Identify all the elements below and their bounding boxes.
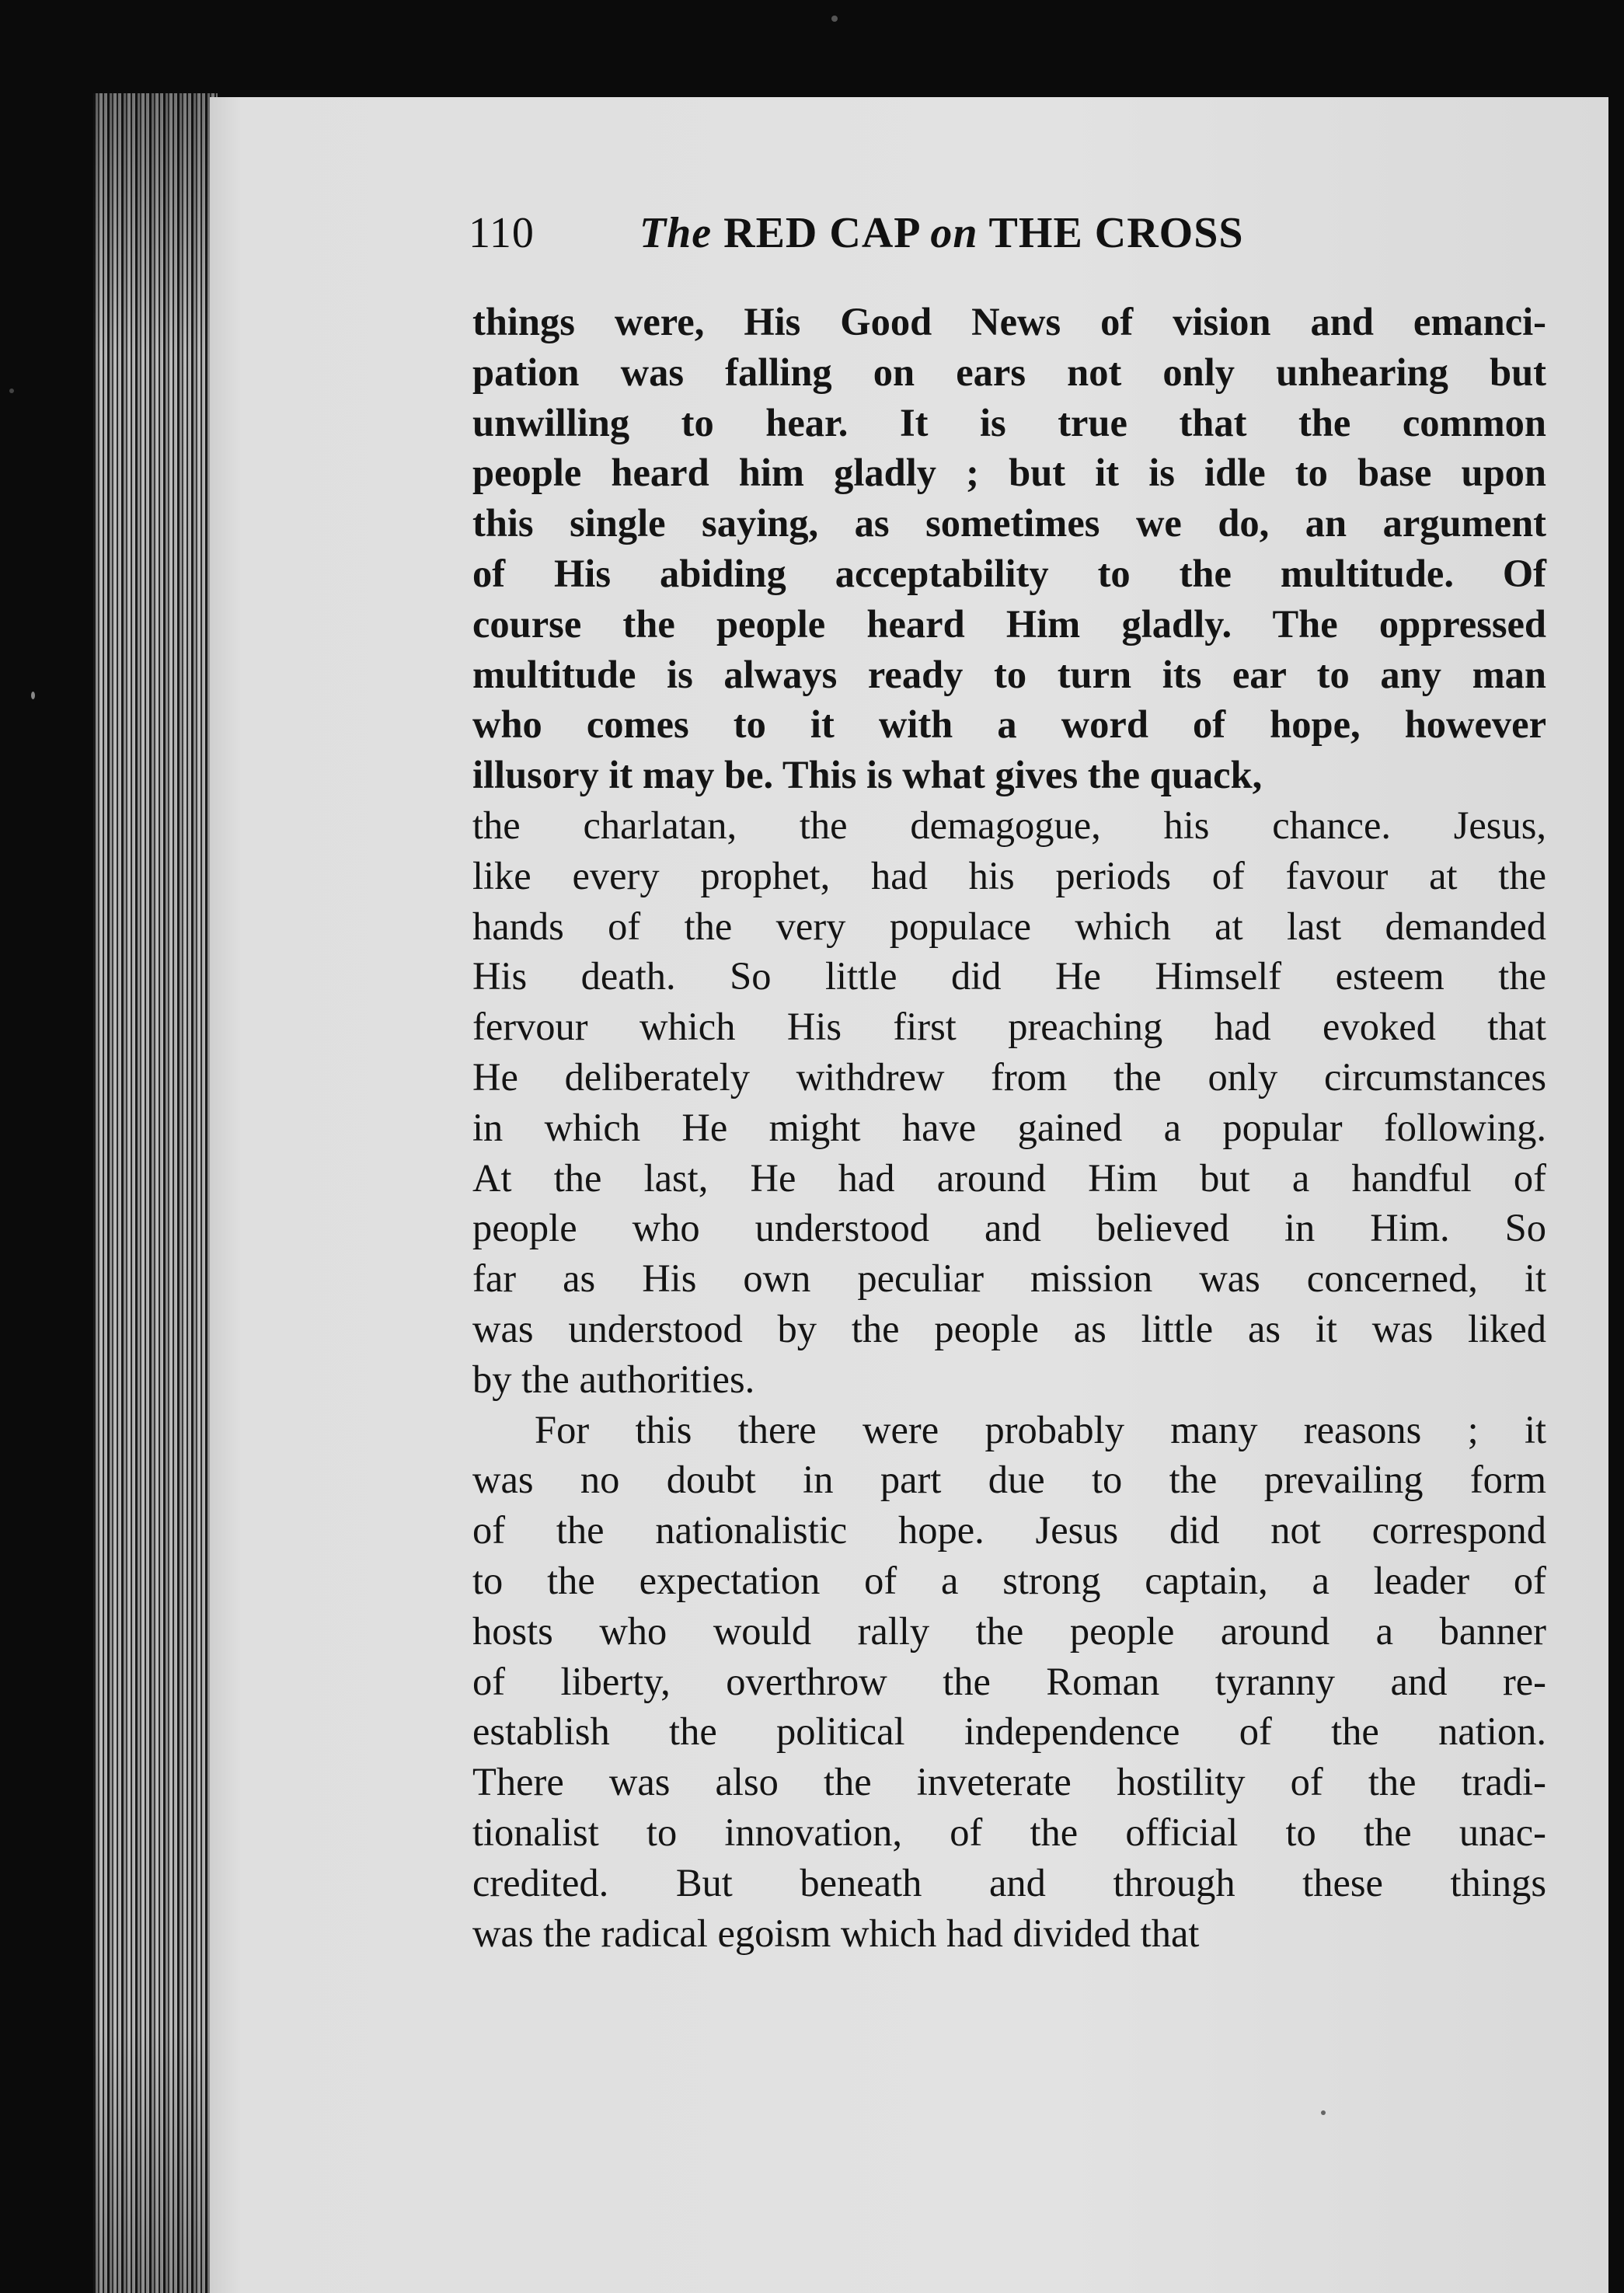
text-line: far as His own peculiar mission was concerned, it [472, 1256, 1546, 1301]
text-line: fervour which His first preaching had evoked that [472, 1005, 1546, 1049]
paragraph [472, 1405, 1546, 1959]
text-line: There was also the inveterate hostility of the tradi- [472, 1760, 1546, 1804]
text-line: establish the political independence of the nation. [472, 1709, 1546, 1754]
text-line: people heard him gladly ; but it is idle to base upon [472, 451, 1546, 495]
speck [1321, 2110, 1326, 2115]
paragraph [472, 800, 1546, 1405]
text-line: At the last, He had around Him but a handful of [472, 1155, 1546, 1200]
speck [31, 692, 35, 699]
page-number: 110 [469, 209, 535, 257]
text-line: unwilling to hear. It is true that the common [472, 400, 1546, 444]
text-line: course the people heard Him gladly. The oppressed [472, 601, 1546, 646]
body-text [472, 297, 1546, 1958]
text-line: of the nationalistic hope. Jesus did not correspond [472, 1508, 1546, 1552]
running-head [469, 208, 1556, 258]
text-line: pation was falling on ears not only unhearing but [472, 350, 1546, 394]
paragraph [472, 297, 1546, 800]
text-line: was no doubt in part due to the prevailing form [472, 1458, 1546, 1502]
text-line: was understood by the people as little as it was liked [472, 1306, 1546, 1350]
speck [831, 16, 838, 22]
text-line: of His abiding acceptability to the multitude. Of [472, 551, 1546, 595]
title-part2: THE CROSS [988, 209, 1244, 257]
text-line: illusory it may be. This is what gives the quack, [472, 753, 1263, 797]
text-line: multitude is always ready to turn its ear to any man [472, 652, 1546, 696]
text-line: in which He might have gained a popular following. [472, 1105, 1546, 1149]
title-on: on [930, 209, 978, 257]
text-line: His death. So little did He Himself esteem the [472, 954, 1546, 998]
page-edges [93, 93, 218, 2293]
text-line: credited. But beneath and through these things [472, 1860, 1546, 1904]
title-part1: RED CAP [723, 209, 919, 257]
text-line: to the expectation of a strong captain, a leader of [472, 1558, 1546, 1602]
text-line: people who understood and believed in Him. So [472, 1206, 1546, 1250]
text-line: of liberty, overthrow the Roman tyranny and re- [472, 1659, 1546, 1703]
right-border [1608, 93, 1624, 2293]
title-the: The [639, 209, 713, 257]
text-line: For this there were probably many reasons ; it [535, 1407, 1546, 1451]
text-line: who comes to it with a word of hope, however [472, 702, 1546, 747]
text-line: hosts who would rally the people around a banner [472, 1608, 1546, 1653]
text-line: He deliberately withdrew from the only circumstances [472, 1054, 1546, 1099]
text-line: by the authorities. [472, 1357, 755, 1401]
text-line: this single saying, as sometimes we do, an argument [472, 501, 1546, 545]
text-line: like every prophet, had his periods of favour at the [472, 853, 1546, 897]
text-line: was the radical egoism which had divided that [472, 1911, 1200, 1955]
text-line: things were, His Good News of vision and emanci- [472, 300, 1546, 343]
text-line: the charlatan, the demagogue, his chance. Jesus, [472, 803, 1546, 847]
text-line: hands of the very populace which at last demanded [472, 904, 1546, 948]
speck [9, 389, 14, 393]
text-line: tionalist to innovation, of the official to the unac- [472, 1810, 1546, 1854]
